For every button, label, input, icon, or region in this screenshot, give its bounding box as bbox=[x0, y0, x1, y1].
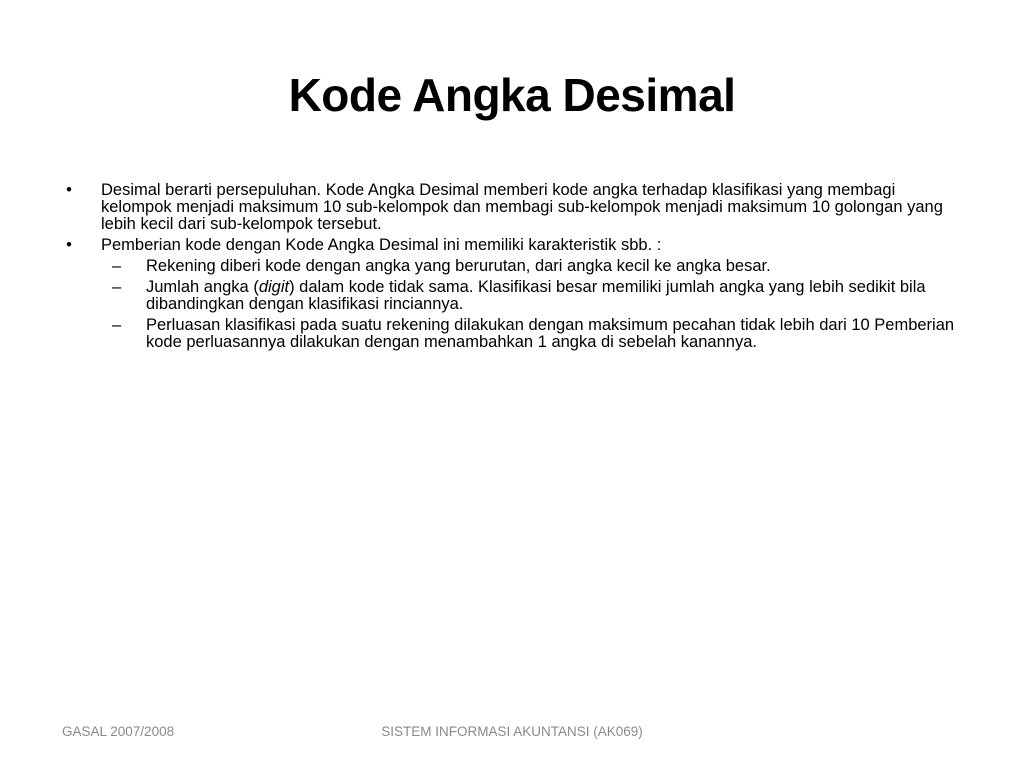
text-segment: ) dalam kode tidak sama. Klasifikasi besar memiliki jumlah angka yang lebih sedikit bila dibandingkan dengan klasifikasi rinciannya. bbox=[146, 278, 926, 313]
italic-term: digit bbox=[258, 278, 290, 296]
bullet-text: Desimal berarti persepuluhan. Kode Angka Desimal memberi kode angka terhadap klasifikasi yang membagi kelompok menjadi maksimum 10 sub-kelompok dan membagi sub-kelompok menjadi maksimum 10 golongan yang lebih kecil dari sub-kelompok tersebut. bbox=[101, 181, 943, 233]
slide-body bbox=[62, 182, 962, 355]
bullet-text: Pemberian kode dengan Kode Angka Desimal ini memiliki karakteristik sbb. : bbox=[101, 236, 662, 254]
sub-bullet-item bbox=[62, 258, 962, 275]
dash-marker: – bbox=[112, 257, 122, 275]
bullet-item bbox=[62, 182, 962, 233]
dash-marker: – bbox=[112, 278, 122, 296]
footer-course: SISTEM INFORMASI AKUNTANSI (AK069) bbox=[381, 724, 643, 739]
sub-bullet-text: Perluasan klasifikasi pada suatu rekening dilakukan dengan maksimum pecahan tidak lebih dari 10 Pemberian kode perluasannya dilakukan dengan menambahkan 1 angka di sebelah kanannya. bbox=[146, 316, 955, 351]
dash-marker: – bbox=[112, 316, 122, 334]
sub-bullet-text: Rekening diberi kode dengan angka yang berurutan, dari angka kecil ke angka besar. bbox=[146, 257, 771, 275]
bullet-item bbox=[62, 237, 962, 254]
footer-semester: GASAL 2007/2008 bbox=[62, 724, 175, 739]
sub-bullet-text bbox=[146, 278, 926, 313]
bullet-marker: • bbox=[66, 236, 72, 254]
bullet-marker: • bbox=[66, 181, 72, 199]
sub-bullet-item bbox=[62, 317, 962, 351]
text-segment: Jumlah angka ( bbox=[146, 278, 259, 296]
sub-bullet-item bbox=[62, 279, 962, 313]
slide-title: Kode Angka Desimal bbox=[288, 69, 736, 121]
